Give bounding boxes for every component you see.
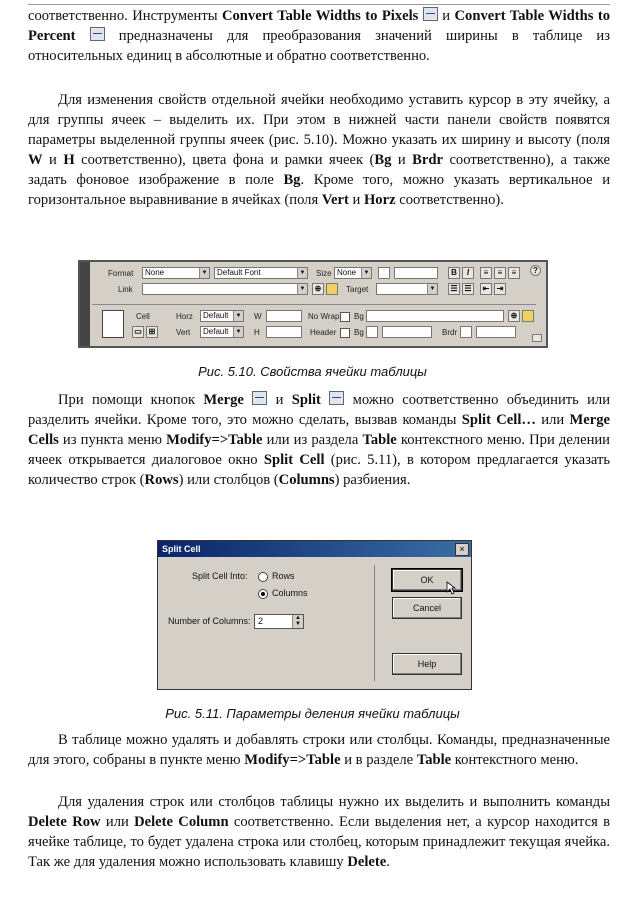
cell-properties-panel: [78, 260, 548, 348]
bold-term: Convert Table Widths to Pixels: [221, 8, 419, 24]
target-label: Target: [346, 285, 369, 294]
folder-icon[interactable]: [326, 283, 338, 295]
chevron-down-icon: ▼: [361, 268, 371, 278]
outdent-icon[interactable]: ⇤: [480, 283, 492, 295]
header-checkbox[interactable]: [340, 328, 350, 338]
width-field[interactable]: [266, 310, 302, 322]
format-label: Format: [108, 269, 134, 278]
paragraph-2: [28, 90, 610, 210]
ok-button[interactable]: OK: [392, 569, 462, 591]
text: (рис. 5.11), в котором предлагается указать количество строк (: [28, 452, 611, 488]
point-to-file-icon[interactable]: ⊕: [508, 310, 520, 322]
h-label: H: [254, 328, 260, 337]
bold-term: Vert: [321, 192, 349, 208]
number-of-columns-value: 2: [258, 616, 264, 626]
paragraph-5: [28, 792, 610, 872]
bold-term: Bg: [283, 172, 301, 188]
text: Для удаления строк или столбцов таблицы нужно их выделить и выполнить команды: [58, 794, 610, 810]
align-left-icon[interactable]: ≡: [480, 267, 492, 279]
convert-to-pixels-icon: [423, 7, 438, 21]
text: ) разбиения.: [334, 472, 411, 488]
header-label: Header: [310, 328, 337, 337]
text: и: [348, 192, 364, 208]
bold-term: Brdr: [412, 152, 443, 168]
bold-button[interactable]: B: [448, 267, 460, 279]
vert-select[interactable]: [200, 326, 244, 338]
number-of-columns-stepper[interactable]: [254, 614, 304, 629]
text: и: [42, 152, 64, 168]
bg-image-label: Bg: [354, 312, 364, 321]
text: В таблице можно удалять и добавлять строки или столбцы. Команды, предназначенные для этого, собраны в пункте меню: [28, 732, 610, 768]
stepper-arrows-icon[interactable]: ▲ ▼: [292, 615, 303, 628]
text: и: [275, 392, 292, 408]
text: ) или столбцов (: [178, 472, 279, 488]
split-cell-icon[interactable]: ⊞: [146, 326, 158, 338]
nowrap-label: No Wrap: [308, 312, 340, 321]
text: .: [386, 854, 390, 870]
merge-cells-icon[interactable]: ▭: [132, 326, 144, 338]
text: соответственно), а также задать фоновое изображение в поле: [28, 152, 610, 188]
bg-image-field[interactable]: [366, 310, 504, 322]
link-label: Link: [118, 285, 133, 294]
text: При помощи кнопок: [58, 392, 204, 408]
rows-label: Rows: [272, 571, 295, 581]
height-field[interactable]: [266, 326, 302, 338]
bold-term: Convert Table Widths to Percent: [28, 8, 610, 44]
italic-button[interactable]: I: [462, 267, 474, 279]
paragraph-4: [28, 730, 610, 770]
bold-term: Delete: [347, 854, 387, 870]
bold-term: Table: [416, 752, 452, 768]
text: соответственно. Инструменты: [28, 8, 222, 24]
cancel-button[interactable]: Cancel: [392, 597, 462, 619]
chevron-down-icon: ▼: [199, 268, 209, 278]
bold-term: Merge: [203, 392, 244, 408]
chevron-down-icon: ▼: [233, 327, 243, 337]
horz-label: Horz: [176, 312, 193, 321]
format-value: None: [145, 268, 165, 277]
top-rule: [28, 4, 610, 5]
figure-caption-5-11: Рис. 5.11. Параметры деления ячейки таблицы: [165, 706, 460, 721]
align-center-icon[interactable]: ≡: [494, 267, 506, 279]
bg-color-label: Bg: [354, 328, 364, 337]
close-icon[interactable]: ×: [455, 543, 469, 556]
unordered-list-icon[interactable]: ☰: [448, 283, 460, 295]
text: контекстного меню. При делении ячеек открывается диалоговое окно: [28, 432, 610, 468]
bold-term: Table: [362, 432, 397, 448]
font-value: Default Font: [217, 268, 261, 277]
dialog-divider: [374, 565, 375, 681]
bold-term: Split: [291, 392, 321, 408]
text: можно соответственно объединить или разделить ячейки. Кроме того, это можно сделать, вызвав команды: [28, 392, 611, 428]
text: . Кроме того, можно указать вертикальное и горизонтальное выравнивание в ячейках (поля: [28, 172, 610, 208]
text: или из раздела: [262, 432, 363, 448]
convert-to-percent-icon: [90, 27, 105, 41]
table-cell-icon: [102, 310, 124, 338]
w-label: W: [254, 312, 262, 321]
chevron-down-icon: ▼: [427, 284, 437, 294]
folder-icon[interactable]: [522, 310, 534, 322]
text: или: [535, 412, 570, 428]
size-value: None: [337, 268, 357, 277]
split-into-label: Split Cell Into:: [192, 571, 248, 581]
paragraph-1: [28, 6, 610, 66]
text: соответственно), цвета фона и рамки ячеек (: [74, 152, 375, 168]
text-color-swatch[interactable]: [378, 267, 390, 279]
indent-icon[interactable]: ⇥: [494, 283, 506, 295]
bold-term: Columns: [278, 472, 335, 488]
bold-term: Bg: [374, 152, 392, 168]
help-icon[interactable]: ?: [530, 265, 541, 276]
border-color-field[interactable]: [476, 326, 516, 338]
figure-caption-5-10: Рис. 5.10. Свойства ячейки таблицы: [198, 364, 427, 379]
split-cell-icon: [329, 391, 344, 405]
text: соответственно. Если выделения нет, а курсор находится в ячейке таблице, то будет удалена строка или столбец, которым принадлежит текущая ячейка. Так же для удаления можно использовать клавишу: [28, 814, 610, 870]
bg-color-field[interactable]: [382, 326, 432, 338]
divider: [92, 304, 536, 305]
size-label: Size: [316, 269, 332, 278]
columns-radio[interactable]: [258, 589, 268, 599]
merge-cells-icon: [252, 391, 267, 405]
bold-term: Horz: [363, 192, 396, 208]
bold-term: Delete Column: [134, 814, 229, 830]
bold-term: Modify=>Table: [166, 432, 263, 448]
size-select[interactable]: [334, 267, 372, 279]
bold-term: Merge Cells: [28, 412, 610, 448]
split-cell-dialog: [157, 540, 472, 690]
bold-term: Rows: [144, 472, 179, 488]
font-select[interactable]: [214, 267, 308, 279]
panel-grip: [80, 262, 90, 346]
vert-value: Default: [203, 327, 229, 336]
dialog-titlebar: [158, 541, 471, 557]
ordered-list-icon[interactable]: ☰: [462, 283, 474, 295]
chevron-down-icon: ▼: [297, 268, 307, 278]
target-select[interactable]: [376, 283, 438, 295]
chevron-down-icon: ▼: [297, 284, 307, 294]
bold-term: Delete Row: [28, 814, 101, 830]
border-color-swatch[interactable]: [460, 326, 472, 338]
text: соответственно).: [395, 192, 504, 208]
bold-term: W: [28, 152, 43, 168]
text: и: [442, 8, 455, 24]
paragraph-3: [28, 390, 610, 490]
number-of-columns-label: Number of Columns:: [168, 616, 251, 626]
bold-term: Modify=>Table: [244, 752, 341, 768]
link-field[interactable]: [142, 283, 308, 295]
format-select[interactable]: [142, 267, 210, 279]
horz-select[interactable]: [200, 310, 244, 322]
bold-term: H: [63, 152, 75, 168]
expander-icon[interactable]: [532, 334, 542, 342]
horz-value: Default: [203, 311, 229, 320]
rows-radio[interactable]: [258, 572, 268, 582]
point-to-file-icon[interactable]: ⊕: [312, 283, 324, 295]
text: из пункта меню: [58, 432, 167, 448]
bg-color-swatch[interactable]: [366, 326, 378, 338]
text: предназначены для преобразования значений ширины в таблице из относительных единиц в абсолютные и обратно соответственно.: [28, 28, 611, 64]
columns-label: Columns: [272, 588, 308, 598]
text: и: [391, 152, 413, 168]
color-field[interactable]: [394, 267, 438, 279]
dialog-title: Split Cell: [162, 544, 201, 554]
mouse-cursor-icon: [446, 581, 456, 595]
bold-term: Split Cell: [263, 452, 325, 468]
chevron-down-icon: ▼: [233, 311, 243, 321]
help-button[interactable]: Help: [392, 653, 462, 675]
text: и в разделе: [340, 752, 417, 768]
bold-term: Split Cell…: [461, 412, 536, 428]
text: или: [100, 814, 135, 830]
nowrap-checkbox[interactable]: [340, 312, 350, 322]
text: Для изменения свойств отдельной ячейки необходимо уставить курсор в эту ячейку, а для группы ячеек – выделить их. При этом в нижней части панели свойств появятся параметры выделенной группы ячеек (рис. 5.10). Можно указать их ширину и высоту (поля: [28, 92, 610, 148]
vert-label: Vert: [176, 328, 191, 337]
text: контекстного меню.: [451, 752, 579, 768]
align-right-icon[interactable]: ≡: [508, 267, 520, 279]
brdr-label: Brdr: [442, 328, 458, 337]
cell-label: Cell: [136, 312, 150, 321]
